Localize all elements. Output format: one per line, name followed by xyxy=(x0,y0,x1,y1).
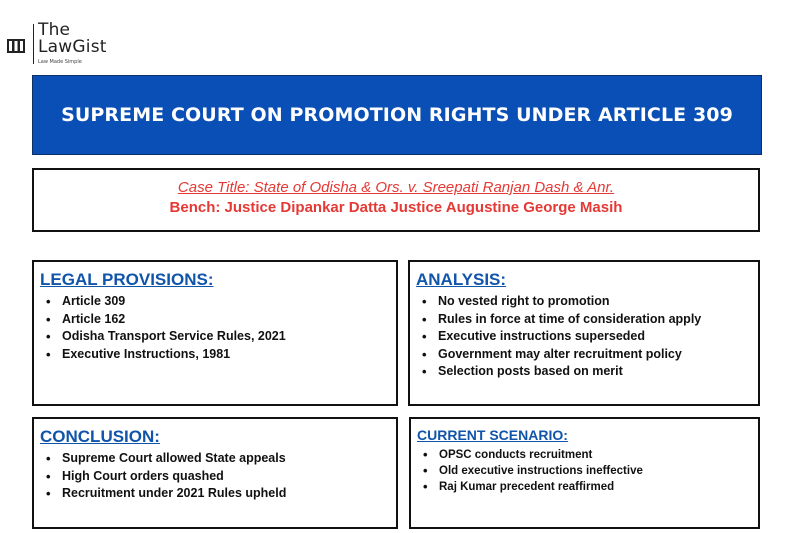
bench-info: Bench: Justice Dipankar Datta Justice Augustine George Masih xyxy=(169,199,623,216)
conclusion-heading: CONCLUSION: xyxy=(40,427,160,446)
list-item: • High Court orders quashed xyxy=(44,468,390,486)
analysis-panel xyxy=(408,260,760,406)
conclusion-list xyxy=(40,450,390,503)
legal-provisions-list xyxy=(40,293,390,363)
analysis-list xyxy=(416,293,752,381)
list-item: • Rules in force at time of consideration apply xyxy=(420,311,752,329)
list-item: • Supreme Court allowed State appeals xyxy=(44,450,390,468)
list-item: • Government may alter recruitment policy xyxy=(420,346,752,364)
list-item: • Odisha Transport Service Rules, 2021 xyxy=(44,328,390,346)
logo xyxy=(6,22,126,68)
current-scenario-heading: CURRENT SCENARIO: xyxy=(417,427,568,443)
legal-provisions-panel xyxy=(32,260,398,406)
list-item: • Executive instructions superseded xyxy=(420,328,752,346)
logo-wordmark xyxy=(38,22,107,56)
analysis-heading: ANALYSIS: xyxy=(416,270,507,289)
list-item: • No vested right to promotion xyxy=(420,293,752,311)
logo-line-2: LawGist xyxy=(38,37,107,57)
list-item: • Article 309 xyxy=(44,293,390,311)
list-item: • OPSC conducts recruitment xyxy=(421,447,752,463)
list-item: • Old executive instructions ineffective xyxy=(421,463,752,479)
list-item: • Article 162 xyxy=(44,311,390,329)
current-scenario-panel xyxy=(409,417,760,529)
case-title: Case Title: State of Odisha & Ors. v. Sreepati Ranjan Dash & Anr. xyxy=(177,179,615,196)
list-item: • Raj Kumar precedent reaffirmed xyxy=(421,479,752,495)
legal-provisions-heading: LEGAL PROVISIONS: xyxy=(40,270,214,289)
case-info-box xyxy=(32,168,760,232)
conclusion-panel xyxy=(32,417,398,529)
list-item: • Executive Instructions, 1981 xyxy=(44,346,390,364)
logo-tagline: Law Made Simple xyxy=(38,59,82,65)
courthouse-icon xyxy=(6,36,26,56)
current-scenario-list xyxy=(417,447,752,495)
page-title: SUPREME COURT ON PROMOTION RIGHTS UNDER ARTICLE 309 xyxy=(61,104,733,126)
logo-divider xyxy=(33,24,34,64)
logo-line-1: The xyxy=(38,20,71,40)
list-item: • Selection posts based on merit xyxy=(420,363,752,381)
list-item: • Recruitment under 2021 Rules upheld xyxy=(44,485,390,503)
title-banner xyxy=(32,75,762,155)
